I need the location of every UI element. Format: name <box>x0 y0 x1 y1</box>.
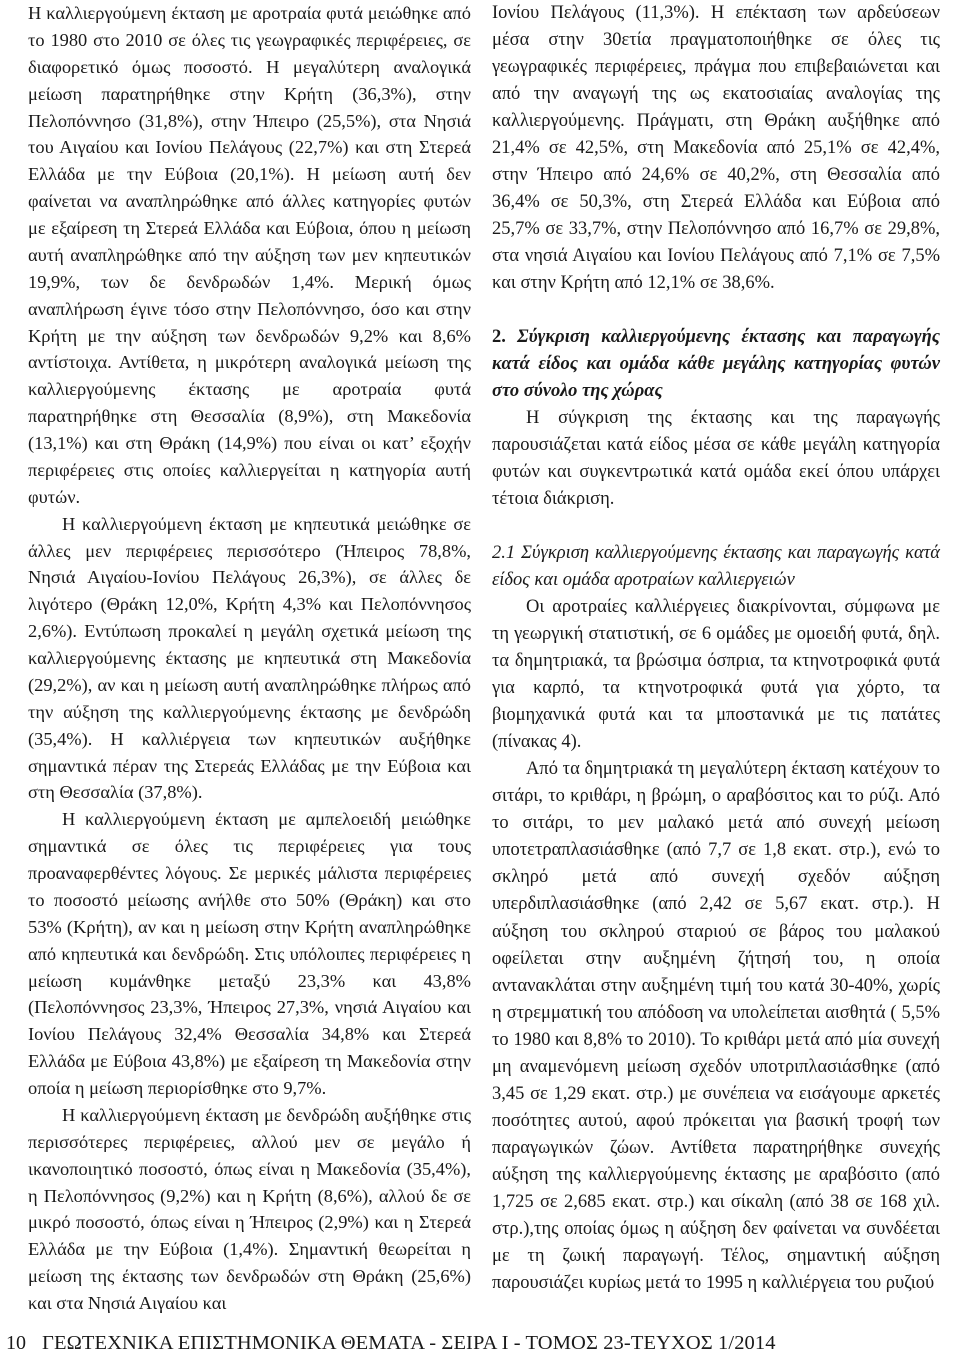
subsection-heading-2-1: 2.1 Σύγκριση καλλιεργούμενης έκτασης και παραγωγής κατά είδος και ομάδα αροτραίων καλλιεργειών <box>492 543 940 591</box>
paragraph-ardeuseis: Ιονίου Πελάγους (11,3%). Η επέκταση των αρδεύσεων μέσα στην 30ετία πραγματοποιήθηκε σε όλες τις γεωγραφικές περιφέρειες, πράγμα που επιβεβαιώνεται και από την αναγωγή της ως εκατοσιαίας αναλογίας της καλλιεργούμενης. Πράγματι, στη Θράκη αυξήθηκε από 21,4% σε 42,5%, στη Μακεδονία από 25,1% σε 42,4%, στην Ήπειρο από 24,6% σε 40,2%, στη Θεσσαλία από 36,4% σε 50,3%, στη Στερεά Ελλάδα και Εύβοια από 25,7% σε 33,7%, στην Πελοπόννησο από 16,7% σε 29,8%, στα νησιά Αιγαίου και Ιονίου Πελάγους από 7,1% σε 7,5% και στην Κρήτη από 12,1% σε 38,6%. <box>492 3 940 294</box>
paragraph-dimitriaka: Από τα δημητριακά τη μεγαλύτερη έκταση κατέχουν το σιτάρι, το κριθάρι, η βρώμη, ο αραβόσιτος και το ρύζι. Από το σιτάρι, το μεν μαλακό μετά από συνεχή μείωση υποτετραπλασιάσθηκε (από 7,7 σε 1,8 εκατ. στρ.), ενώ το σκληρό μετά από συνεχή σχεδόν αύξηση υπερδιπλασιάσθηκε (από 2,42 σε 5,67 εκατ. στρ.). Η αύξηση του σκληρού σταριού σε βάρος του μαλακού οφείλεται στην αυξημένη ζήτησή του, η οποία αντανακλάται στην αυξημένη τιμή του κατά 30-40%, χωρίς η στρεμματική του απόδοση να υπολείπεται αισθητά ( 5,5% το 1980 και 8,8% το 2010). Το κριθάρι μετά από μία συνεχή μη αναμενόμενη μείωση σχεδόν υποτριπλασιάσθηκε (από 3,45 σε 1,29 εκατ. στρ.) με συνέπεια να εισάγουμε αρκετές ποσότητες αυτού, αφού πρόκειται για βασική τροφή των παραγωγικών ζώων. Αντίθετα παρατηρήθηκε συνεχής αύξηση της καλλιεργούμενης έκτασης με αραβόσιτο (από 1,725 σε 2,685 εκατ. στρ.) και σίκαλη (από 38 σε 168 χιλ. στρ.),της οποίας όμως η αύξηση δεν φαίνεται να συνδέεται με τη ζωική παραγωγή. Τέλος, σημαντική αύξηση παρουσιάζει κυρίως μετά το 1995 η καλλιέργεια του ρυζιού <box>492 759 940 1293</box>
section-number: 2. <box>492 327 506 348</box>
section-heading-2 <box>492 324 940 405</box>
paragraph-kipeftika: Η καλλιεργούμενη έκταση με κηπευτικά μειώθηκε σε άλλες μεν περιφέρειες περισσότερο (Ήπειρος 78,8%, Νησιά Αιγαίου-Ιονίου Πελάγους 26,3%), σε άλλες δε λιγότερο (Θράκη 12,0%, Κρήτη 4,3% και Πελοπόννησος 2,6%). Εντύπωση προκαλεί η μεγάλη σχετικά μείωση της καλλιεργούμενης έκτασης με κηπευτικά στη Μακεδονία (29,2%), αν και η μείωση αυτή αναπληρώθηκε πλήρως από την αύξηση της καλλιεργούμενης έκτασης με δενδρώδη (35,4%). Η καλλιέργεια των κηπευτικών αυξήθηκε σημαντικά πέραν της Στερεάς Ελλάδας με την Εύβοια και στη Θεσσαλία (37,8%). <box>28 513 471 803</box>
paragraph-dendrodi: Η καλλιεργούμενη έκταση με δενδρώδη αυξήθηκε στις περισσότερες περιφέρειες, αλλού μεν σε μεγάλο ή ικανοποιητικό ποσοστό, όπως είναι η Μακεδονία (35,4%), η Πελοπόννησος (9,2%) και η Κρήτη (8,6%), αλλού δε σε μικρό ποσοστό, όπως είναι η Ήπειρος (2,9%) και η Στερεά Ελλάδα με την Εύβοια (1,4%). Σημαντική θεωρείται η μείωση της έκτασης των δενδρωδών στη Θράκη (25,6%) και στα Νησιά Αιγαίου και <box>28 1104 471 1313</box>
right-column <box>492 0 940 1297</box>
spacer <box>492 513 940 540</box>
spacer <box>492 297 940 324</box>
journal-running-footer: ΓΕΩΤΕΧΝΙΚΑ ΕΠΙΣΤΗΜΟΝΙΚΑ ΘΕΜΑΤΑ - ΣΕΙΡΑ Ι - ΤΟΜΟΣ 23-ΤΕΥΧΟΣ 1/2014 <box>42 1332 776 1354</box>
page-footer <box>0 1326 960 1356</box>
section-title: Σύγκριση καλλιεργούμενης έκτασης και παραγωγής κατά είδος και ομάδα κάθε μεγάλης κατηγορίας φυτών στο σύνολο της χώρας <box>492 327 940 402</box>
paragraph-ampeloeidi: Η καλλιεργούμενη έκταση με αμπελοειδή μειώθηκε σημαντικά σε όλες τις περιφέρειες για τους προαναφερθέντες λόγους. Σε μερικές μάλιστα περιφέρειες το ποσοστό μείωσης ανήλθε στο 50% (Θράκη) και στο 53% (Κρήτη), αν και η μείωση στην Κρήτη αναπληρώθηκε από κηπευτικά και δενδρώδη. Στις υπόλοιπες περιφέρειες η μείωση κυμάνθηκε μεταξύ 23,3% και 43,8% (Πελοπόννησος 23,3%, Ήπειρος 27,3%, νησιά Αιγαίου και Ιονίου Πελάγους 32,4% Θεσσαλία 34,8% και Στερεά Ελλάδα με Εύβοια 43,8%) με εξαίρεση τη Μακεδονία στην οποία η μείωση περιορίσθηκε στο 9,7%. <box>28 809 471 1098</box>
page-number: 10 <box>6 1332 26 1354</box>
paragraph-sygkrisi: Η σύγκριση της έκτασης και της παραγωγής παρουσιάζεται κατά είδος μέσα σε κάθε μεγάλη κατηγορία φυτών και συγκεντρωτικά κατά ομάδα εκεί όπου υπάρχει τέτοια διάκριση. <box>492 408 940 510</box>
paragraph-arotraia: Η καλλιεργούμενη έκταση με αροτραία φυτά μειώθηκε από το 1980 στο 2010 σε όλες τις γεωγραφικές περιφέρειες, σε διαφορετικό όμως ποσοστό. Η μεγαλύτερη αναλογικά μείωση παρατηρήθηκε στην Κρήτη (36,3%), στην Πελοπόννησο (31,8%), στην Ήπειρο (25,5%), στα Νησιά του Αιγαίου και Ιονίου Πελάγους (22,7%) και στη Στερεά Ελλάδα με την Εύβοια (20,1%). Η μείωση αυτή δεν φαίνεται να αναπληρώθηκε από άλλες κατηγορίες φυτών με εξαίρεση τη Στερεά Ελλάδα και Εύβοια, όπου η μείωση αυτή αναπληρώθηκε από την αύξηση των μεν κηπευτικών 19,9%, των δε δενδρωδών 1,4%. Μερική όμως αναπλήρωση έγινε τόσο στην Πελοπόννησο, όσο και στην Κρήτη με την αύξηση των δενδρωδών 9,2% και 8,6% αντίστοιχα. Αντίθετα, η μικρότερη αναλογικά μείωση της καλλιεργούμενης έκτασης με αροτραία φυτά παρατηρήθηκε στη Θεσσαλία (8,9%), στη Μακεδονία (13,1%) και στη Θράκη (14,9%) που είναι οι κατ’ εξοχήν περιφέρειες στις οποίες καλλιεργείται η κατηγορία αυτή φυτών. <box>28 3 471 507</box>
left-column <box>28 0 471 1317</box>
paragraph-omades: Οι αροτραίες καλλιέργειες διακρίνονται, σύμφωνα με τη γεωργική στατιστική, σε 6 ομάδες με ομοειδή φυτά, δηλ. τα δημητριακά, τα βρώσιμα όσπρια, τα κτηνοτροφικά φυτά για καρπό, τα κτηνοτροφικά φυτά για χόρτο, τα βιομηχανικά φυτά και τα μποστανικά με τις πατάτες (πίνακας 4). <box>492 597 940 753</box>
